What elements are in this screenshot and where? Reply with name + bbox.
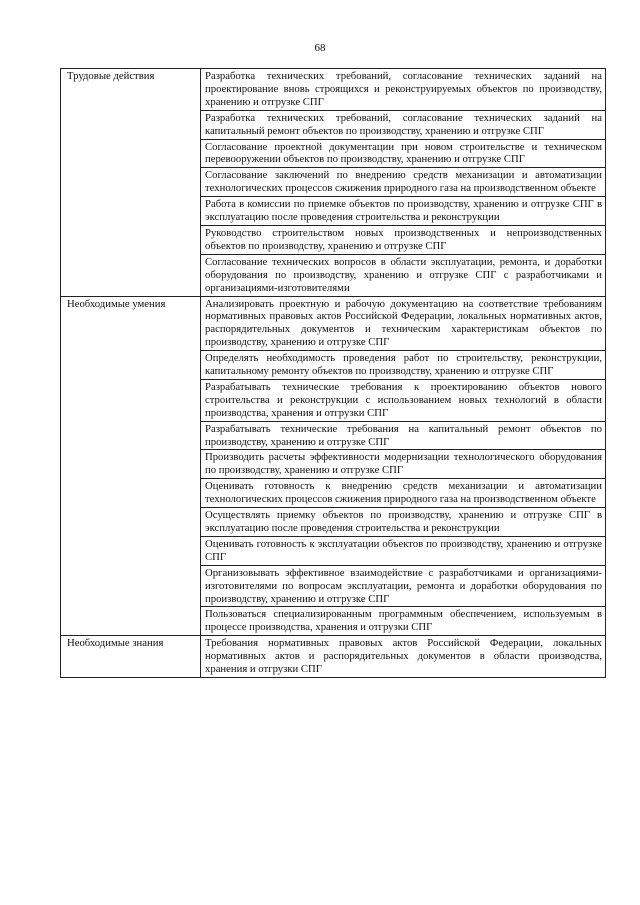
- section-item: Оценивать готовность к эксплуатации объектов по производству, хранению и отгрузке СПГ: [201, 536, 606, 565]
- page-number: 68: [314, 42, 326, 54]
- competency-table-body: [61, 69, 606, 678]
- section-item: Пользоваться специализированным программным обеспечением, используемым в процессе производства, хранения и отгрузки СПГ: [201, 607, 606, 636]
- section-item: Производить расчеты эффективности модернизации технологического оборудования по производству, хранению и отгрузке СПГ: [201, 450, 606, 479]
- section-item: Разработка технических требований, согласование технических заданий на капитальный ремонт объектов по производству, хранению и отгрузке СПГ: [201, 110, 606, 139]
- section-item: Согласование заключений по внедрению средств механизации и автоматизации технологических процессов сжижения природного газа на производственном объекте: [201, 168, 606, 197]
- section-item: Определять необходимость проведения работ по строительству, реконструкции, капитальному ремонту объектов по производству, хранению и отгрузке СПГ: [201, 351, 606, 380]
- table-row: [61, 296, 606, 351]
- section-label: Трудовые действия: [61, 69, 201, 297]
- section-item: Согласование проектной документации при новом строительстве и техническом перевооружении объектов по производству, хранению и отгрузке СПГ: [201, 139, 606, 168]
- section-item: Работа в комиссии по приемке объектов по производству, хранению и отгрузке СПГ в эксплуатацию после проведения строительства и реконструкции: [201, 197, 606, 226]
- competency-table: [60, 68, 606, 678]
- table-row: [61, 69, 606, 111]
- section-label: Необходимые умения: [61, 296, 201, 636]
- section-item: Разрабатывать технические требования на капитальный ремонт объектов по производству, хранению и отгрузке СПГ: [201, 421, 606, 450]
- section-item: Оценивать готовность к внедрению средств механизации и автоматизации технологических процессов сжижения природного газа на производственном объекте: [201, 479, 606, 508]
- section-item: Организовывать эффективное взаимодействие с разработчиками и организациями-изготовителями по вопросам эксплуатации, ремонта и доработки оборудования по производству, хранению и отгрузке СПГ: [201, 565, 606, 607]
- section-item: Согласование технических вопросов в области эксплуатации, ремонта, и доработки оборудования по производству, хранению и отгрузке СПГ с разработчиками и организациями-изготовителями: [201, 254, 606, 296]
- section-item: Требования нормативных правовых актов Российской Федерации, локальных нормативных актов и распорядительных документов в области производства, хранения и отгрузки СПГ: [201, 636, 606, 678]
- section-item: Осуществлять приемку объектов по производству, хранению и отгрузке СПГ в эксплуатацию после проведения строительства и реконструкции: [201, 508, 606, 537]
- section-item: Анализировать проектную и рабочую документацию на соответствие требованиям нормативных правовых актов Российской Федерации, локальных нормативных актов, распорядительных документов и техническим характеристикам объектов по производству, хранению и отгрузке СПГ: [201, 296, 606, 351]
- section-item: Руководство строительством новых производственных и непроизводственных объектов по производству, хранению и отгрузке СПГ: [201, 225, 606, 254]
- section-item: Разрабатывать технические требования к проектированию объектов нового строительства и реконструкции с использованием новых технологий в области производства, хранения и отгрузки СПГ: [201, 379, 606, 421]
- section-label: Необходимые знания: [61, 636, 201, 678]
- table-row: [61, 636, 606, 678]
- section-item: Разработка технических требований, согласование технических заданий на проектирование вновь строящихся и реконструируемых объектов по производству, хранению и отгрузке СПГ: [201, 69, 606, 111]
